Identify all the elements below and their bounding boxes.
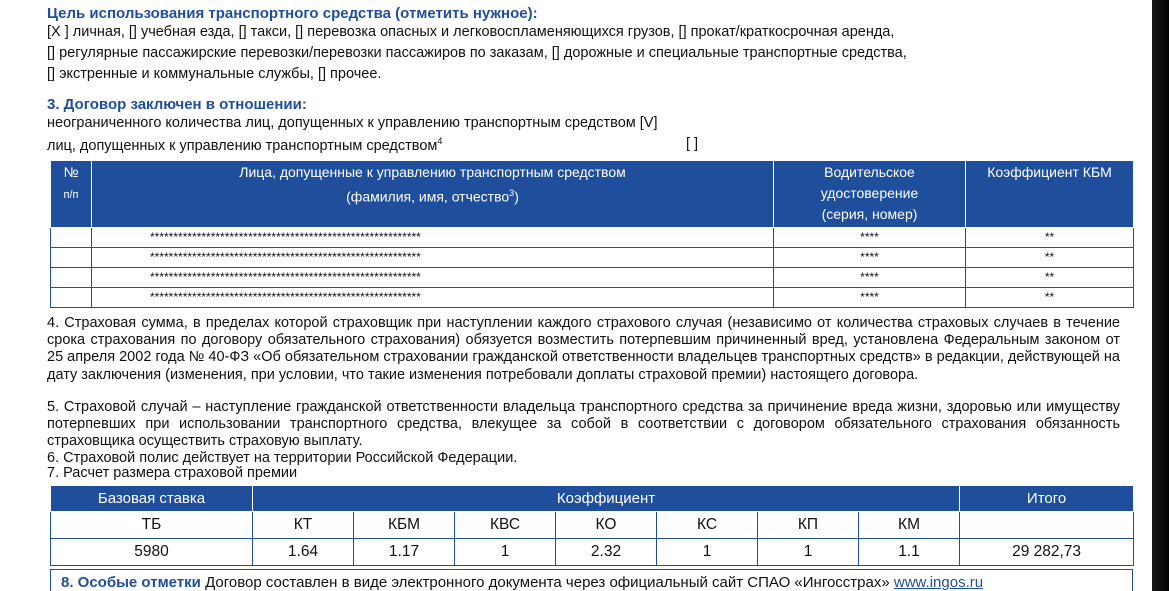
drivers-table <box>50 160 1134 308</box>
table-row <box>51 288 1134 308</box>
driver-license: **** <box>774 288 966 308</box>
label-ks: КС <box>657 512 758 539</box>
row-number <box>51 248 92 268</box>
usage-purpose-line-2: [] регулярные пассажирские перевозки/перевозки пассажиров по заказам, [] дорожные и специальные транспортные средства, <box>47 45 907 61</box>
driver-name: ********************************************************** <box>92 288 774 308</box>
special-notes-box <box>50 569 1133 591</box>
clause-6-territory: 6. Страховой полис действует на территории Российской Федерации. <box>47 450 518 466</box>
table-row <box>51 248 1134 268</box>
value-kbm: 1.17 <box>354 539 455 566</box>
ingos-site-link[interactable]: www.ingos.ru <box>893 574 984 591</box>
premium-values-row <box>51 539 1134 566</box>
col-license-header: Водительское удостоверение (серия, номер) <box>774 161 966 228</box>
base-rate-header: Базовая ставка <box>51 486 253 512</box>
value-kvs: 1 <box>455 539 556 566</box>
value-kt: 1.64 <box>253 539 354 566</box>
row-number <box>51 268 92 288</box>
label-kvs: КВС <box>455 512 556 539</box>
coefficient-header: Коэффициент <box>253 486 960 512</box>
unlimited-drivers-option: неограниченного количества лиц, допущенных к управлению транспортным средством [V] <box>47 115 658 131</box>
contract-scope-heading: 3. Договор заключен в отношении: <box>47 96 307 113</box>
driver-kbm: ** <box>966 288 1134 308</box>
special-notes-text: Договор составлен в виде электронного документа через официальный сайт СПАО «Ингосстрах» <box>205 574 890 591</box>
label-ko: КО <box>556 512 657 539</box>
driver-name: ********************************************************** <box>92 228 774 248</box>
value-total: 29 282,73 <box>960 539 1134 566</box>
usage-purpose-line-1: [X ] личная, [] учебная езда, [] такси, [] перевозка опасных и легковоспламеняющихся грузов, [] прокат/краткосрочная аренда, <box>47 24 895 40</box>
row-number <box>51 288 92 308</box>
limited-drivers-option: лиц, допущенных к управлению транспортным средством$^4$ <box>47 136 443 154</box>
driver-license: **** <box>774 268 966 288</box>
label-kp: КП <box>758 512 859 539</box>
driver-name: ********************************************************** <box>92 268 774 288</box>
drivers-table-header <box>51 161 1134 228</box>
label-kt: КТ <box>253 512 354 539</box>
col-number-header: № п/п <box>51 161 92 228</box>
clause-7-premium-calc: 7. Расчет размера страховой премии <box>47 465 298 481</box>
row-number <box>51 228 92 248</box>
premium-labels-row <box>51 512 1134 539</box>
label-km: КМ <box>859 512 960 539</box>
usage-purpose-heading: Цель использования транспортного средства (отметить нужное): <box>47 5 538 22</box>
value-tb: 5980 <box>51 539 253 566</box>
driver-kbm: ** <box>966 268 1134 288</box>
clause-4-insured-sum: 4. Страховая сумма, в пределах которой страховщик при наступлении каждого страхового случая (независимо от количества страховых случаев в течение срока страхования по договору обязательного страхования) обязуется возместить потерпевшим причиненный вред, установлена Федеральным законом от 25 апреля 2002 года № 40-ФЗ «Об обязательном страховании гражданской ответственности владельцев транспортных средств» в редакции, действующей на дату заключения (изменения, при условии, что такие изменения потребовали доплаты страховой премии) настоящего договора. <box>47 315 1120 383</box>
viewer-edge <box>1152 0 1169 591</box>
value-ks: 1 <box>657 539 758 566</box>
value-km: 1.1 <box>859 539 960 566</box>
usage-purpose-line-3: [] экстренные и коммунальные службы, [] прочее. <box>47 66 382 82</box>
driver-name: ********************************************************** <box>92 248 774 268</box>
special-notes-line <box>61 574 983 591</box>
clause-5-insured-event: 5. Страховой случай – наступление гражданской ответственности владельца транспортного средства за причинение вреда жизни, здоровью или имуществу потерпевших при использовании транспортного средства, влекущее за собой в соответствии с договором обязательного страхования обязанность страховщика осуществить страховую выплату. <box>47 399 1120 450</box>
special-notes-heading: 8. Особые отметки <box>61 574 201 591</box>
premium-table <box>50 485 1134 566</box>
table-row <box>51 268 1134 288</box>
total-header: Итого <box>960 486 1134 512</box>
label-total <box>960 512 1134 539</box>
col-person-header: Лица, допущенные к управлению транспортным средством (фамилия, имя, отчество$^3$) <box>92 161 774 228</box>
limited-drivers-checkbox: [ ] <box>686 136 699 152</box>
premium-table-header <box>51 486 1134 512</box>
table-row <box>51 228 1134 248</box>
driver-kbm: ** <box>966 248 1134 268</box>
driver-license: **** <box>774 228 966 248</box>
value-ko: 2.32 <box>556 539 657 566</box>
value-kp: 1 <box>758 539 859 566</box>
label-tb: ТБ <box>51 512 253 539</box>
driver-kbm: ** <box>966 228 1134 248</box>
col-kbm-header: Коэффициент КБМ <box>966 161 1134 228</box>
label-kbm: КБМ <box>354 512 455 539</box>
driver-license: **** <box>774 248 966 268</box>
